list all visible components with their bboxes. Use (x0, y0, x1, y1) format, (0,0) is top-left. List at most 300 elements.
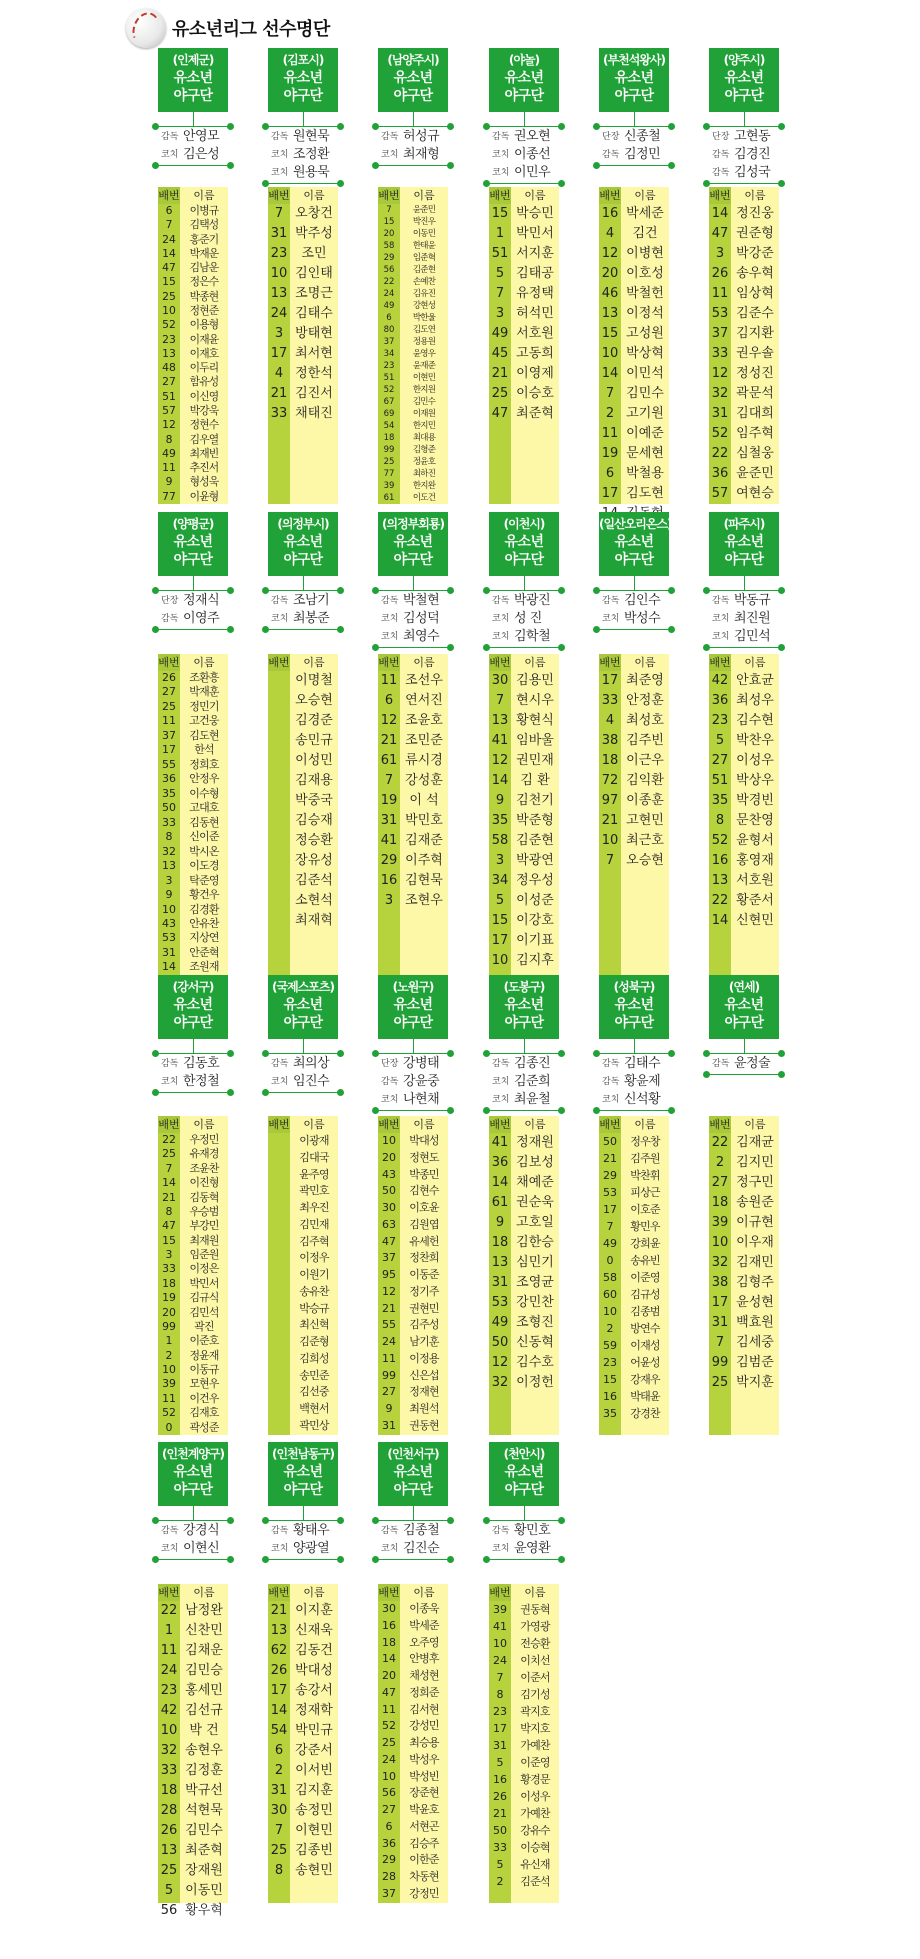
player-number: 67 (383, 397, 395, 407)
divider (375, 165, 451, 166)
player-name: 김대희 (736, 406, 774, 421)
player-number (268, 691, 290, 711)
staff-role: 감독 (271, 1059, 289, 1069)
roster-table (268, 1584, 338, 1903)
team-header (268, 1442, 338, 1506)
connector-line (634, 1039, 635, 1053)
player-number: 25 (270, 1843, 288, 1858)
staff-row (492, 1073, 562, 1091)
player-name: 오주영 (409, 1635, 439, 1649)
connector-line (524, 112, 525, 126)
player-name: 이종욱 (409, 1602, 439, 1615)
team-heading-line: 유소년 (283, 534, 323, 550)
player-number: 53 (603, 1186, 617, 1199)
player-number: 27 (382, 1803, 396, 1817)
player-name: 김주성 (409, 1318, 439, 1332)
staff-block (706, 1053, 782, 1075)
divider (265, 590, 341, 591)
staff-name: 최영수 (403, 629, 440, 644)
player-name: 고건웅 (189, 714, 219, 728)
player-number: 11 (382, 1351, 396, 1365)
team-header (158, 512, 228, 576)
player-number: 11 (162, 461, 176, 475)
player-number: 41 (491, 733, 509, 748)
player-name: 송우혁 (736, 266, 774, 281)
player-number: 72 (601, 773, 619, 788)
player-number: 52 (162, 1406, 176, 1420)
player-name: 김세중 (736, 1335, 774, 1350)
player-name: 황건우 (189, 888, 219, 902)
player-number: 42 (160, 1703, 178, 1718)
player-number: 21 (603, 1152, 617, 1165)
staff-role: 코치 (492, 1077, 510, 1087)
staff-role: 감독 (492, 1526, 510, 1536)
staff-role: 코치 (381, 150, 399, 160)
player-number: 2 (165, 1348, 173, 1362)
player-name: 김진서 (295, 386, 333, 401)
staff-name: 권오현 (514, 129, 551, 144)
player-name: 박성빈 (409, 1769, 439, 1783)
staff-name: 황윤제 (624, 1074, 661, 1089)
staff-list (706, 127, 782, 183)
header-number: 배번 (489, 189, 511, 202)
player-name: 박준형 (516, 813, 554, 828)
baseball-icon (126, 8, 166, 48)
player-number: 37 (382, 1251, 396, 1265)
roster-table (489, 1584, 559, 1903)
player-number: 19 (601, 446, 619, 461)
player-number (268, 771, 290, 791)
staff-list (155, 591, 231, 629)
player-number: 41 (491, 1135, 509, 1150)
team-card (268, 1442, 338, 1904)
staff-row (712, 610, 782, 628)
number-column (158, 671, 180, 975)
divider (706, 590, 782, 591)
divider (265, 629, 341, 630)
roster-header (489, 1116, 559, 1133)
staff-row (161, 610, 231, 628)
player-name: 김용민 (516, 673, 554, 688)
player-number: 31 (382, 1419, 396, 1433)
team-heading-line: 야구단 (283, 88, 323, 104)
staff-name: 양광열 (293, 1541, 330, 1556)
player-number: 36 (491, 1155, 509, 1170)
player-number: 18 (382, 1635, 396, 1649)
player-name: 남기훈 (409, 1335, 439, 1349)
staff-list (596, 1054, 672, 1110)
team-card (599, 975, 669, 1436)
staff-block (486, 1053, 562, 1111)
staff-name: 이민우 (514, 165, 551, 180)
number-column (489, 671, 511, 975)
header-name: 이름 (180, 1584, 228, 1601)
staff-row (602, 592, 672, 610)
player-name: 박규선 (185, 1783, 223, 1798)
staff-list (486, 1054, 562, 1110)
player-number (268, 1267, 290, 1284)
player-name: 김동현 (189, 815, 219, 829)
staff-row (161, 592, 231, 610)
staff-role: 코치 (492, 614, 510, 624)
player-name: 이두리 (189, 361, 219, 375)
staff-role: 감독 (492, 132, 510, 142)
player-number: 5 (496, 1756, 504, 1769)
player-name: 곽민호 (299, 1184, 329, 1198)
player-number: 7 (606, 1220, 614, 1233)
staff-name: 박광진 (514, 593, 551, 608)
player-name: 정용원 (412, 337, 436, 347)
player-name: 김우열 (189, 432, 219, 446)
player-number: 16 (380, 873, 398, 888)
player-number: 52 (711, 833, 729, 848)
player-number: 29 (380, 853, 398, 868)
team-card (268, 975, 338, 1436)
staff-role: 코치 (381, 632, 399, 642)
roster-header (158, 654, 228, 671)
header-number: 배번 (158, 656, 180, 669)
player-number: 52 (162, 318, 176, 332)
staff-row (602, 128, 672, 146)
number-column (268, 204, 290, 504)
header-name: 이름 (180, 187, 228, 204)
staff-role: 코치 (492, 1544, 510, 1554)
staff-name: 안영모 (183, 129, 220, 144)
staff-role: 단장 (712, 132, 730, 142)
team-card (268, 512, 338, 976)
player-name: 김민수 (185, 1823, 223, 1838)
divider (265, 1092, 341, 1093)
player-number: 13 (491, 713, 509, 728)
player-number: 55 (162, 757, 176, 771)
player-number: 33 (162, 815, 176, 829)
player-number: 23 (383, 361, 395, 371)
player-name: 서호원 (516, 326, 554, 341)
player-name: 정한석 (295, 366, 333, 381)
team-heading-line: 야구단 (173, 552, 213, 568)
player-number: 31 (491, 1275, 509, 1290)
player-name: 이호준 (630, 1203, 660, 1216)
player-number: 13 (601, 306, 619, 321)
header-number: 배번 (599, 189, 621, 202)
player-number: 23 (603, 1356, 617, 1369)
divider (155, 590, 231, 591)
roster-table (378, 1116, 448, 1435)
staff-role: 코치 (492, 150, 510, 160)
roster-body (268, 1133, 338, 1435)
player-name: 김준현 (412, 265, 436, 275)
player-number: 36 (711, 693, 729, 708)
player-number: 55 (382, 1318, 396, 1332)
roster-body (599, 204, 669, 504)
player-name: 강현성 (412, 301, 436, 311)
player-name: 이동민 (412, 229, 436, 239)
player-number: 28 (160, 1803, 178, 1818)
roster-header (158, 1584, 228, 1601)
roster-body (268, 204, 338, 504)
player-name: 박상우 (736, 773, 774, 788)
roster-body (158, 204, 228, 504)
staff-row (161, 1073, 231, 1091)
player-name: 김종범 (630, 1305, 660, 1318)
staff-row (712, 1055, 782, 1073)
player-name: 이치선 (520, 1654, 550, 1667)
player-number: 7 (274, 206, 284, 221)
player-name: 최대용 (412, 433, 436, 443)
team-region: (양주시) (723, 53, 765, 67)
player-number (268, 871, 290, 891)
staff-block (265, 1520, 341, 1560)
name-column (180, 1133, 228, 1435)
team-heading-line: 유소년 (724, 534, 764, 550)
player-name: 홍준기 (189, 232, 219, 246)
player-name: 이동준 (409, 1268, 439, 1282)
player-number: 17 (491, 933, 509, 948)
team-region: (인천계양구) (162, 1447, 224, 1461)
header-name: 이름 (621, 1116, 669, 1133)
player-number: 17 (603, 1203, 617, 1216)
team-header (268, 48, 338, 112)
player-number: 23 (162, 332, 176, 346)
name-column (290, 1601, 338, 1903)
player-name: 정성진 (736, 366, 774, 381)
staff-name: 김은성 (183, 147, 220, 162)
player-number: 51 (491, 246, 509, 261)
player-name: 조현우 (405, 893, 443, 908)
player-name: 박진우 (412, 217, 436, 227)
player-name: 최재혁 (295, 913, 333, 928)
name-column (400, 1133, 448, 1435)
player-name: 김준석 (520, 1875, 550, 1888)
player-number: 47 (711, 226, 729, 241)
header-number: 배번 (489, 1586, 511, 1599)
roster-table (599, 654, 669, 975)
staff-role: 단장 (381, 1059, 399, 1069)
staff-name: 임진수 (293, 1074, 330, 1089)
player-name: 김기성 (520, 1688, 550, 1701)
player-name: 장재원 (185, 1863, 223, 1878)
staff-block (375, 126, 451, 166)
staff-role: 감독 (161, 614, 179, 624)
player-number: 5 (164, 1883, 174, 1898)
player-number (268, 671, 290, 691)
player-name: 권동혁 (520, 1603, 550, 1616)
player-name: 윤주영 (299, 1167, 329, 1181)
staff-name: 최의상 (293, 1056, 330, 1071)
header-number: 배번 (158, 1118, 180, 1131)
staff-name: 황민호 (514, 1523, 551, 1538)
staff-role: 단장 (161, 596, 179, 606)
player-number: 24 (493, 1654, 507, 1667)
player-number: 9 (495, 1215, 505, 1230)
staff-role: 감독 (492, 596, 510, 606)
team-header (709, 975, 779, 1039)
roster-body (489, 204, 559, 504)
player-number: 33 (160, 1763, 178, 1778)
player-number: 99 (382, 1368, 396, 1382)
player-name: 문찬영 (736, 813, 774, 828)
connector-line (303, 1506, 304, 1520)
team-region: (인천남동구) (272, 1447, 334, 1461)
divider (706, 126, 782, 127)
player-name: 윤준민 (412, 205, 436, 215)
player-number: 10 (493, 1637, 507, 1650)
player-number: 28 (382, 1870, 396, 1884)
player-name: 한석 (194, 743, 214, 757)
team-region: (도봉구) (503, 980, 545, 994)
player-number: 17 (601, 673, 619, 688)
player-number: 17 (601, 486, 619, 501)
player-number: 49 (162, 446, 176, 460)
player-name: 김태공 (516, 266, 554, 281)
player-name: 정현수 (189, 418, 219, 432)
player-number: 24 (270, 306, 288, 321)
player-name: 정은수 (189, 275, 219, 289)
player-name: 김주빈 (626, 733, 664, 748)
player-number: 30 (491, 673, 509, 688)
team-card (378, 975, 448, 1436)
player-name: 이근우 (626, 753, 664, 768)
player-number: 26 (162, 671, 176, 684)
player-number: 37 (162, 728, 176, 742)
player-number: 77 (383, 469, 395, 479)
player-number: 4 (274, 366, 284, 381)
player-number: 15 (491, 913, 509, 928)
player-name: 이 석 (409, 793, 439, 808)
player-name: 송민준 (299, 1368, 329, 1382)
roster-header (268, 654, 338, 671)
staff-row (161, 146, 231, 164)
team-header (158, 48, 228, 112)
staff-block (265, 1053, 341, 1093)
player-name: 심민기 (516, 1255, 554, 1270)
player-name: 이윤형 (189, 489, 219, 503)
player-name: 박철헌 (626, 286, 664, 301)
player-name: 고동희 (516, 346, 554, 361)
name-column (621, 204, 669, 504)
player-name: 최하진 (412, 469, 436, 479)
player-number: 10 (601, 346, 619, 361)
number-column (268, 671, 290, 975)
player-name: 조민준 (405, 733, 443, 748)
player-name: 부강민 (189, 1219, 219, 1233)
player-name: 김태수 (295, 306, 333, 321)
connector-line (193, 576, 194, 590)
player-name: 김준수 (736, 306, 774, 321)
team-heading-line: 유소년 (614, 534, 654, 550)
player-number: 14 (601, 366, 619, 381)
player-number: 21 (493, 1807, 507, 1820)
player-number: 18 (601, 753, 619, 768)
player-number (268, 911, 290, 931)
staff-row (271, 128, 341, 146)
player-name: 방태현 (295, 326, 333, 341)
header-name: 이름 (400, 1584, 448, 1601)
divider (155, 126, 231, 127)
name-column (290, 671, 338, 975)
header-name: 이름 (290, 1584, 338, 1601)
name-column (731, 204, 779, 504)
divider (155, 1053, 231, 1054)
player-name: 이진형 (189, 1176, 219, 1190)
player-number: 7 (165, 1161, 173, 1175)
player-number: 23 (711, 713, 729, 728)
player-number: 3 (274, 326, 284, 341)
player-number: 14 (162, 246, 176, 260)
player-number: 61 (380, 753, 398, 768)
player-number: 32 (711, 386, 729, 401)
team-card (489, 512, 559, 976)
player-name: 정재원 (516, 1135, 554, 1150)
player-number: 24 (160, 1663, 178, 1678)
player-number: 47 (491, 406, 509, 421)
player-number: 5 (715, 733, 725, 748)
staff-role: 코치 (492, 632, 510, 642)
player-name: 김택성 (189, 218, 219, 232)
team-heading-line: 야구단 (614, 552, 654, 568)
name-column (290, 1133, 338, 1435)
divider (375, 126, 451, 127)
staff-name: 이영주 (183, 611, 220, 626)
player-name: 박지호 (520, 1722, 550, 1735)
roster-header (489, 1584, 559, 1601)
player-name: 채태진 (295, 406, 333, 421)
header-name: 이름 (621, 654, 669, 671)
player-name: 박강욱 (189, 403, 219, 417)
header-number: 배번 (268, 1586, 290, 1599)
player-name: 서현곤 (409, 1819, 439, 1833)
player-number: 26 (160, 1823, 178, 1838)
player-number: 41 (493, 1620, 507, 1633)
player-number: 3 (165, 1248, 173, 1261)
player-number: 50 (162, 801, 176, 815)
player-number: 18 (711, 1195, 729, 1210)
player-name: 김건 (632, 226, 658, 241)
player-name: 김지후 (516, 953, 554, 968)
player-number: 58 (603, 1271, 617, 1284)
player-name: 최준혁 (185, 1843, 223, 1858)
staff-name: 박동규 (734, 593, 771, 608)
player-number (268, 1334, 290, 1351)
staff-row (271, 164, 341, 182)
player-name: 박시온 (189, 844, 219, 858)
staff-role: 감독 (712, 168, 730, 178)
divider (155, 165, 231, 166)
player-number: 7 (605, 386, 615, 401)
player-number: 13 (491, 1255, 509, 1270)
player-number: 19 (162, 1291, 176, 1305)
player-name: 이한준 (409, 1853, 439, 1867)
connector-line (413, 1039, 414, 1053)
header-name: 이름 (511, 187, 559, 204)
player-name: 문세현 (626, 446, 664, 461)
player-name: 김희성 (299, 1351, 329, 1365)
roster-body (268, 671, 338, 975)
player-name: 임준원 (189, 1248, 219, 1261)
team-heading-line: 유소년 (283, 1464, 323, 1480)
team-heading-line: 야구단 (283, 1015, 323, 1031)
player-name: 이신영 (189, 389, 219, 403)
player-number: 21 (382, 1301, 396, 1315)
player-number (268, 1217, 290, 1234)
staff-role: 코치 (271, 614, 289, 624)
staff-name: 조남기 (293, 593, 330, 608)
team-heading-line: 야구단 (614, 88, 654, 104)
team-header (378, 48, 448, 112)
player-name: 지상연 (189, 931, 219, 945)
player-name: 유신재 (520, 1858, 550, 1871)
roster-header (378, 187, 448, 204)
